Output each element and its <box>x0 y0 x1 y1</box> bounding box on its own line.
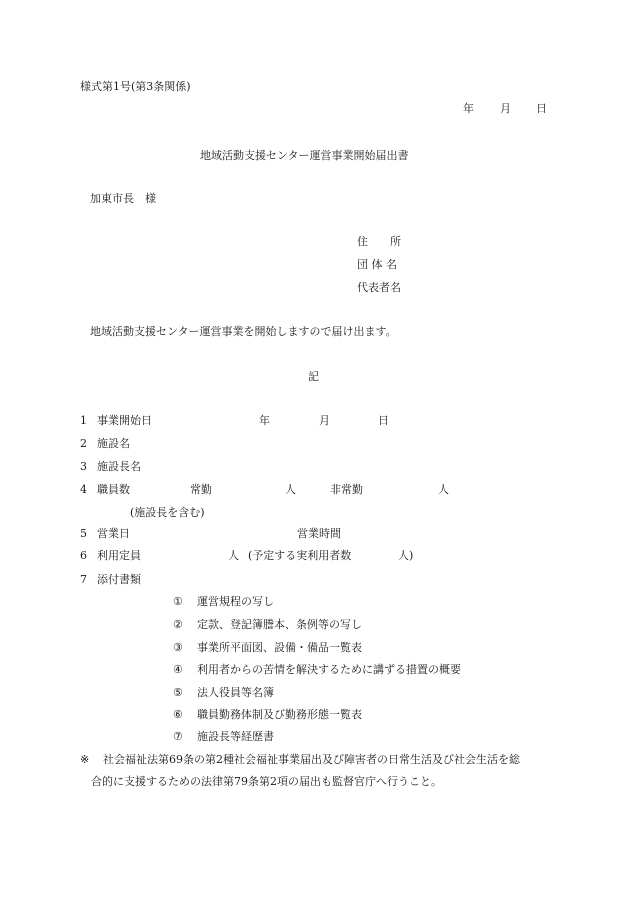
capacity-unit: 人 <box>228 549 239 562</box>
item-number: 2 <box>80 437 87 450</box>
ki-heading: 記 <box>308 370 319 383</box>
director-name-label: 施設長名 <box>97 460 141 473</box>
start-month-label: 月 <box>319 414 330 427</box>
footnote-mark: ※ <box>80 753 90 766</box>
attachment-mark: ③ <box>173 641 183 654</box>
start-year-label: 年 <box>259 414 270 427</box>
date-year-label: 年 <box>463 102 474 115</box>
attachment-item: 事業所平面図、設備・備品一覧表 <box>197 641 362 654</box>
capacity-label: 利用定員 <box>97 549 141 562</box>
date-day-label: 日 <box>536 102 547 115</box>
parttime-label: 非常勤 <box>330 483 363 496</box>
attachment-mark: ② <box>173 618 183 631</box>
attachments-label: 添付書類 <box>97 573 141 586</box>
fulltime-label: 常勤 <box>190 483 212 496</box>
attachment-item: 運営規程の写し <box>197 595 274 608</box>
attachment-item: 施設長等経歴書 <box>197 730 274 743</box>
attachment-mark: ④ <box>173 663 183 676</box>
intro-text: 地域活動支援センター運営事業を開始しますので届け出ます。 <box>90 325 397 338</box>
attachment-item: 定款、登記簿謄本、条例等の写し <box>197 618 362 631</box>
address-label: 住 所 <box>357 235 401 248</box>
expected-users-unit: 人) <box>398 549 414 562</box>
document-title: 地域活動支援センター運営事業開始届出書 <box>200 149 409 162</box>
business-hours-label: 営業時間 <box>297 527 341 540</box>
fulltime-unit: 人 <box>285 483 296 496</box>
attachment-mark: ① <box>173 595 183 608</box>
item-number: 1 <box>80 414 87 427</box>
attachment-item: 法人役員等名簿 <box>197 686 274 699</box>
parttime-unit: 人 <box>438 483 449 496</box>
form-number: 様式第1号(第3条関係) <box>80 80 191 93</box>
attachment-mark: ⑥ <box>173 708 183 721</box>
group-name-label: 団 体 名 <box>357 258 397 271</box>
attachment-item: 利用者からの苦情を解決するために講ずる措置の概要 <box>197 663 461 676</box>
attachment-item: 職員勤務体制及び勤務形態一覧表 <box>197 708 362 721</box>
staff-count-note: (施設長を含む) <box>130 506 205 519</box>
facility-name-label: 施設名 <box>97 437 130 450</box>
item-number: 3 <box>80 460 87 473</box>
attachment-mark: ⑤ <box>173 686 183 699</box>
business-days-label: 営業日 <box>97 527 130 540</box>
item-number: 7 <box>80 573 87 586</box>
footnote-line: 社会福祉法第69条の第2種社会福祉事業届出及び障害者の日常生活及び社会生活を総 <box>103 753 520 766</box>
footnote-line: 合的に支援するための法律第79条第2項の届出も監督官庁へ行うこと。 <box>91 775 442 788</box>
date-month-label: 月 <box>500 102 511 115</box>
addressee: 加東市長 様 <box>90 192 156 205</box>
start-day-label: 日 <box>378 414 389 427</box>
attachment-mark: ⑦ <box>173 730 183 743</box>
item-number: 4 <box>80 483 87 496</box>
item-number: 5 <box>80 527 87 540</box>
expected-users-label: (予定する実利用者数 <box>248 549 352 562</box>
staff-count-label: 職員数 <box>97 483 130 496</box>
start-date-label: 事業開始日 <box>97 414 152 427</box>
item-number: 6 <box>80 549 87 562</box>
representative-label: 代表者名 <box>357 281 401 294</box>
